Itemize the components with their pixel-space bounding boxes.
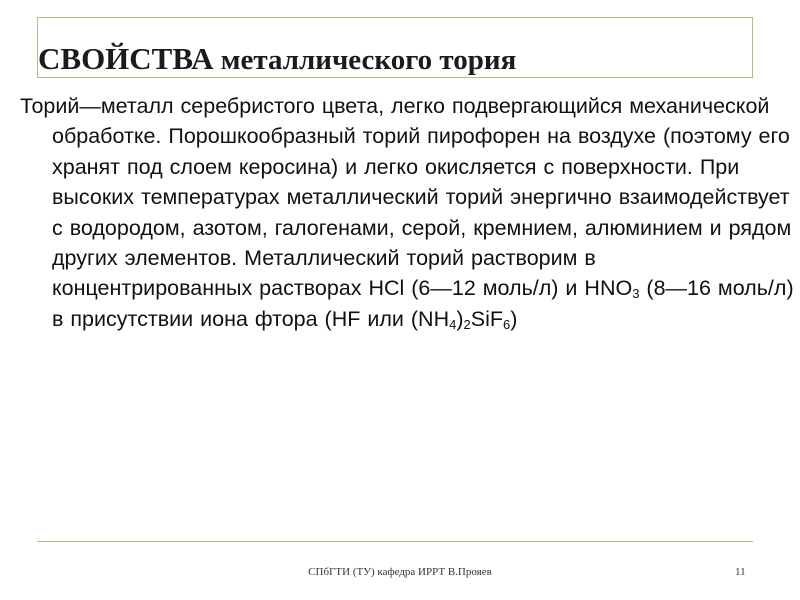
slide-title bbox=[38, 40, 516, 79]
body-text-part: (8—16 моль/л) в присутствии иона фтора (HF или (NH bbox=[52, 276, 794, 331]
subscript: 2 bbox=[463, 316, 471, 332]
body-text-part: ) bbox=[510, 306, 518, 331]
body-paragraph bbox=[20, 91, 800, 334]
frame-right-line bbox=[752, 17, 753, 77]
title-underline bbox=[37, 77, 753, 78]
body-text-part: ) bbox=[456, 306, 464, 331]
body-text-part: Торий—металл серебристого цвета, легко подвергающийся механической обработке. Порошкообразный торий пирофорен на воздухе (поэтому его хранят под слоем керосина) и легко окисляется с поверхности. При высоких температурах металлический торий энергично взаимодействует с водородом, азотом, галогенами, серой, кремнием, алюминием и рядом других элементов. Металлический торий растворим в концентрированных растворах HCl (6—12 моль/л) и HNO bbox=[20, 94, 792, 301]
subscript: 6 bbox=[503, 316, 511, 332]
subscript: 4 bbox=[449, 316, 457, 332]
footer-line bbox=[37, 541, 753, 542]
page-number: 11 bbox=[735, 566, 746, 578]
frame-top-line bbox=[37, 17, 753, 18]
subscript: 3 bbox=[632, 286, 640, 302]
title-rest: металлического тория bbox=[213, 44, 517, 76]
footer-text: СПбГТИ (ТУ) кафедра ИРРТ В.Прояев bbox=[308, 566, 492, 578]
title-caps: СВОЙСТВА bbox=[38, 41, 214, 76]
body-text-part: SiF bbox=[470, 306, 503, 331]
